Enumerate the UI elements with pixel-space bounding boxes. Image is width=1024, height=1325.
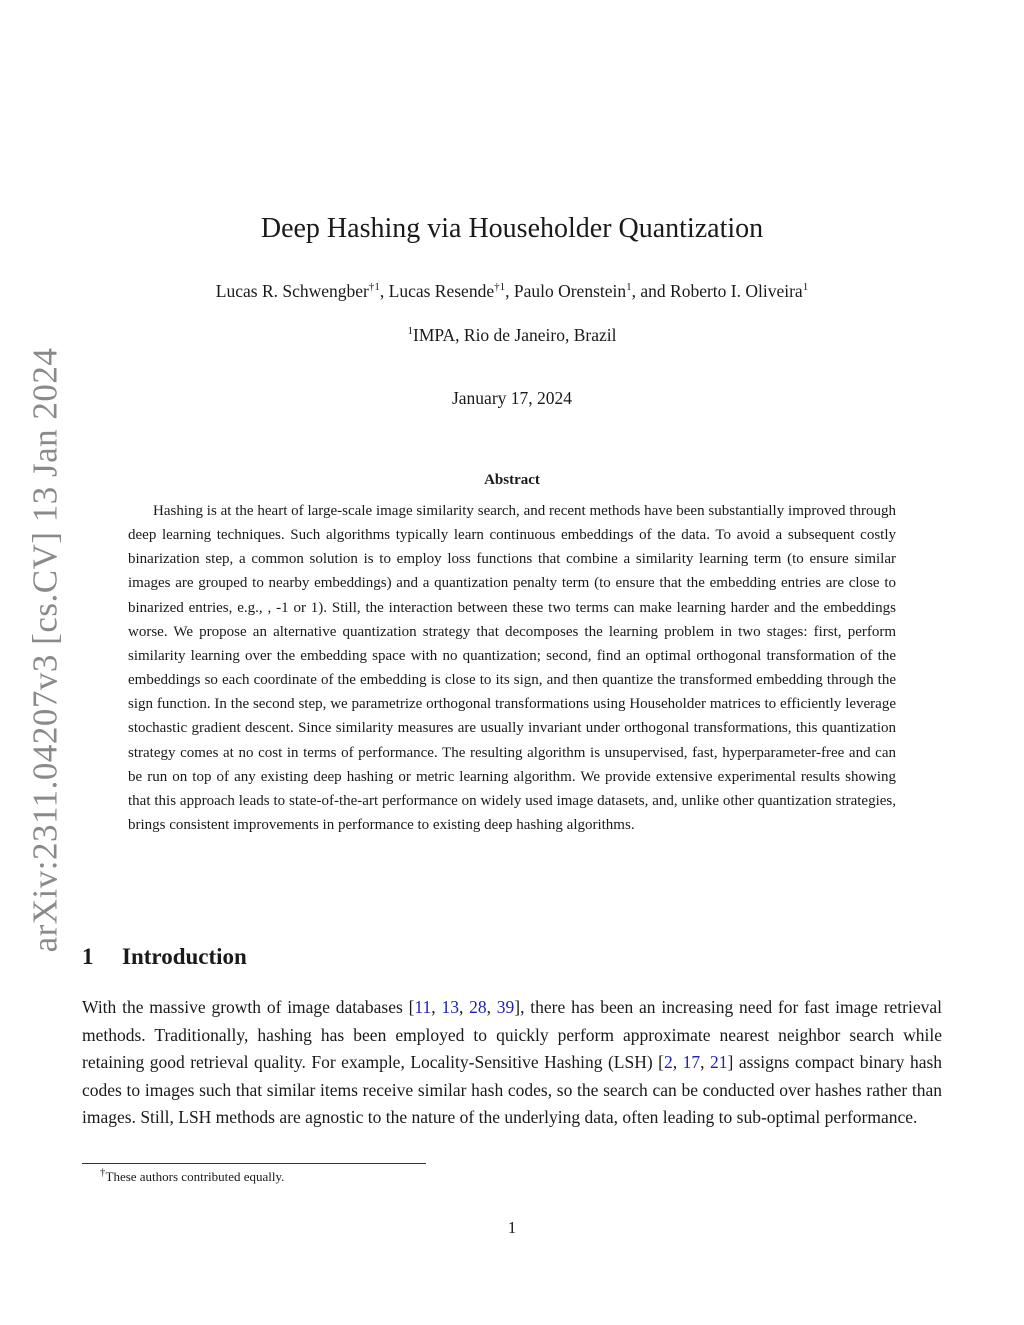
intro-text: ] assigns compact binary hash codes to images such that similar items receive similar hash codes, so the search can be conducted over hashes rather than images. Still, LSH methods are agnostic to the nature of the underlying data, often leading to sub-optimal performance. xyxy=(82,1052,943,1128)
footnote-mark: † xyxy=(100,1166,106,1179)
introduction-paragraph xyxy=(82,994,942,1132)
author-affiliation-mark: †1 xyxy=(494,281,506,294)
arxiv-identifier-stamp xyxy=(15,347,75,953)
author-name: Roberto I. Oliveira xyxy=(670,281,803,301)
citation-separator: , xyxy=(486,997,497,1017)
author-separator: , xyxy=(379,281,389,301)
citation-separator: , xyxy=(431,997,442,1017)
section-title: Introduction xyxy=(122,944,247,969)
affiliation-mark: 1 xyxy=(407,325,413,338)
intro-text: With the massive growth of image databases [ xyxy=(82,997,415,1017)
citation-separator: , xyxy=(458,997,470,1017)
citation-link[interactable]: 21 xyxy=(710,1052,728,1073)
author-affiliation-mark: †1 xyxy=(368,281,380,294)
arxiv-identifier: arXiv:2311.04207v3 [cs.CV] 13 Jan 2024 xyxy=(25,347,65,953)
section-number: 1 xyxy=(82,944,94,969)
citation-link[interactable]: 2 xyxy=(664,1052,673,1073)
citation-link[interactable]: 11 xyxy=(414,997,432,1017)
author-name: Paulo Orenstein xyxy=(513,281,627,301)
abstract-heading: Abstract xyxy=(484,472,540,488)
author-name: Lucas R. Schwengber xyxy=(215,281,369,301)
citation-link[interactable]: 28 xyxy=(469,997,487,1017)
author-affiliation-mark: 1 xyxy=(626,281,632,294)
page-number: 1 xyxy=(507,1218,517,1237)
affiliation xyxy=(0,325,1024,346)
author-list xyxy=(0,281,1024,302)
author-name: Lucas Resende xyxy=(388,281,495,301)
affiliation-text: IMPA, Rio de Janeiro, Brazil xyxy=(413,325,617,345)
author-affiliation-mark: 1 xyxy=(802,281,809,294)
citation-link[interactable]: 39 xyxy=(496,997,515,1017)
footnote-text: These authors contributed equally. xyxy=(105,1169,285,1184)
citation-link[interactable]: 13 xyxy=(441,997,459,1017)
abstract-text: Hashing is at the heart of large-scale image similarity search, and recent methods have been substantially improved through deep learning techniques. Such algorithms typically learn continuous embeddings of the data. To avoid a subsequent costly binarization step, a common solution is to employ loss functions that combine a similarity learning term (to ensure similar images are grouped to nearby embeddings) and a quantization penalty term (to ensure that the embedding entries are close to binarized entries, e.g., , -1 or 1). Still, the interaction between these two terms can make learning harder and the embeddings worse. We propose an alternative quantization strategy that decomposes the learning problem in two stages: first, perform similarity learning over the embedding space with no quantization; second, find an optimal orthogonal transformation of the embeddings so each coordinate of the embedding is close to its sign, and then quantize the transformed embedding through the sign function. In the second step, we parametrize orthogonal transformations using Householder matrices to efficiently leverage stochastic gradient descent. Since similarity measures are usually invariant under orthogonal transformations, this quantization strategy comes at no cost in terms of performance. The resulting algorithm is unsupervised, fast, hyperparameter-free and can be run on top of any existing deep hashing or metric learning algorithm. We provide extensive experimental results showing that this approach leads to state-of-the-art performance on widely used image datasets, and, unlike other quantization strategies, brings consistent improvements in performance to existing deep hashing algorithms. xyxy=(128,503,896,834)
author-separator: , and xyxy=(631,281,671,301)
citation-link[interactable]: 17 xyxy=(682,1052,701,1073)
citation-separator: , xyxy=(700,1052,711,1073)
publication-date: January 17, 2024 xyxy=(451,388,573,408)
citation-separator: , xyxy=(672,1052,683,1073)
paper-title: Deep Hashing via Householder Quantization xyxy=(260,213,764,244)
author-separator: , xyxy=(505,281,514,301)
section-heading xyxy=(82,944,247,970)
footnote-divider xyxy=(82,1163,426,1164)
intro-text: ], there has been an increasing need for fast image retrieval methods. Traditionally, hashing has been employed to quickly perform approximate nearest neighbor search while retaining good retrieval quality. For example, Locality-Sensitive Hashing (LSH) [ xyxy=(82,997,942,1073)
footnote xyxy=(100,1166,285,1185)
